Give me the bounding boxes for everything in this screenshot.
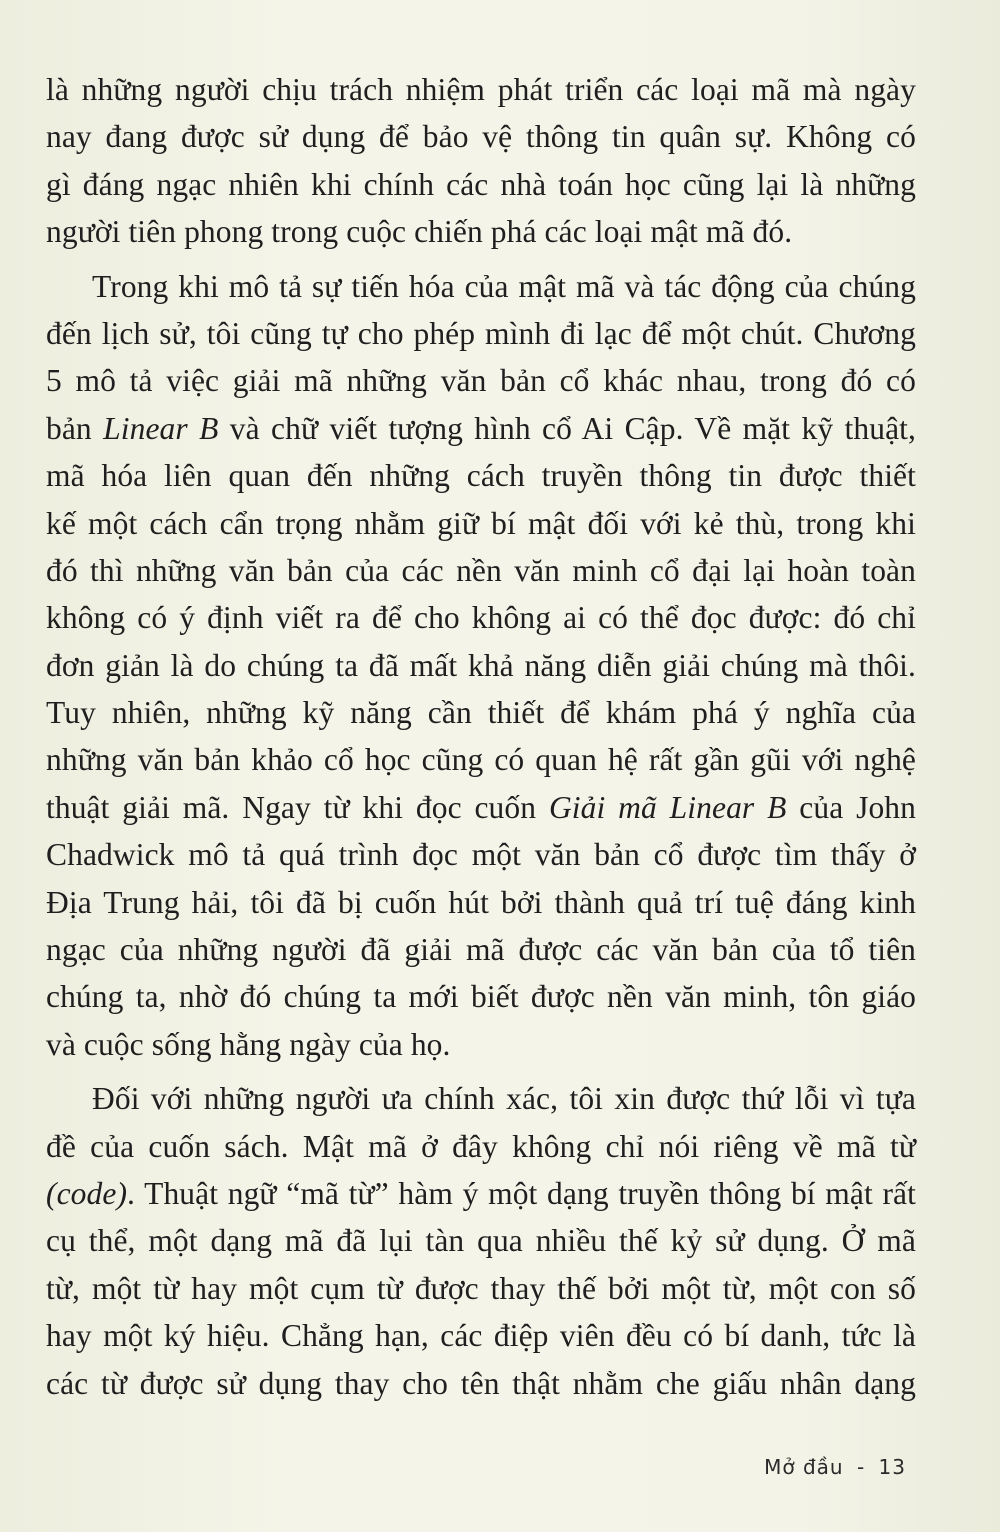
text-line: mã hóa liên quan đến những cách truyền thông tin được thiết — [46, 458, 916, 494]
text-line: đến lịch sử, tôi cũng tự cho phép mình đi lạc để một chút. Chương — [46, 315, 916, 351]
page-number: 13 — [878, 1455, 906, 1479]
paragraph-gap — [46, 1068, 916, 1075]
text-line: Chadwick mô tả quá trình đọc một văn bản cổ được tìm thấy ở — [46, 837, 916, 873]
footer-section-title: Mở đầu — [764, 1455, 844, 1479]
footer-separator: - — [856, 1455, 866, 1479]
text-line: thuật giải mã. Ngay từ khi đọc cuốn Giải mã Linear B của John — [46, 789, 917, 825]
page-footer — [758, 1455, 906, 1479]
text-line: bản Linear B và chữ viết tượng hình cổ Ai Cập. Về mặt kỹ thuật, — [46, 410, 916, 446]
text-line: từ, một từ hay một cụm từ được thay thế bởi một từ, một con số — [46, 1270, 916, 1306]
text-line: gì đáng ngạc nhiên khi chính các nhà toán học cũng lại là những — [46, 166, 916, 202]
text-line: ngạc của những người đã giải mã được các văn bản của tổ tiên — [46, 932, 916, 968]
text-line: chúng ta, nhờ đó chúng ta mới biết được nền văn minh, tôn giáo — [46, 979, 916, 1015]
text-line: cụ thể, một dạng mã đã lụi tàn qua nhiều thế kỷ sử dụng. Ở mã — [46, 1223, 916, 1259]
text-line: hay một ký hiệu. Chẳng hạn, các điệp viên đều có bí danh, tức là — [46, 1318, 916, 1354]
text-line: và cuộc sống hằng ngày của họ. — [46, 1026, 451, 1062]
text-line: những văn bản khảo cổ học cũng có quan hệ rất gần gũi với nghệ — [46, 742, 916, 778]
paragraph — [46, 1075, 916, 1407]
text-line: đơn giản là do chúng ta đã mất khả năng diễn giải chúng mà thôi. — [46, 647, 916, 683]
text-line: (code). Thuật ngữ “mã từ” hàm ý một dạng truyền thông bí mật rất — [46, 1175, 916, 1211]
text-line: kế một cách cẩn trọng nhằm giữ bí mật đối với kẻ thù, trong khi — [46, 505, 916, 541]
text-line: các từ được sử dụng thay cho tên thật nhằm che giấu nhân dạng — [46, 1365, 916, 1401]
text-line: Địa Trung hải, tôi đã bị cuốn hút bởi thành quả trí tuệ đáng kinh — [46, 884, 916, 920]
text-line: đó thì những văn bản của các nền văn minh cổ đại lại hoàn toàn — [46, 552, 916, 588]
text-line: không có ý định viết ra để cho không ai có thể đọc được: đó chỉ — [46, 600, 916, 636]
text-line: đề của cuốn sách. Mật mã ở đây không chỉ nói riêng về mã từ — [46, 1128, 916, 1164]
paragraph — [46, 263, 916, 1069]
body-text — [46, 66, 916, 1407]
text-line: Đối với những người ưa chính xác, tôi xin được thứ lỗi vì tựa — [92, 1081, 916, 1117]
text-line: nay đang được sử dụng để bảo vệ thông tin quân sự. Không có — [46, 119, 916, 155]
paragraph — [46, 66, 916, 256]
paragraph-gap — [46, 256, 916, 263]
text-line: Tuy nhiên, những kỹ năng cần thiết để khám phá ý nghĩa của — [46, 695, 916, 731]
text-line: người tiên phong trong cuộc chiến phá các loại mật mã đó. — [46, 214, 793, 250]
text-line: là những người chịu trách nhiệm phát triển các loại mã mà ngày — [46, 72, 916, 107]
text-line: Trong khi mô tả sự tiến hóa của mật mã và tác động của chúng — [92, 268, 916, 304]
text-line: 5 mô tả việc giải mã những văn bản cổ khác nhau, trong đó có — [46, 363, 916, 399]
